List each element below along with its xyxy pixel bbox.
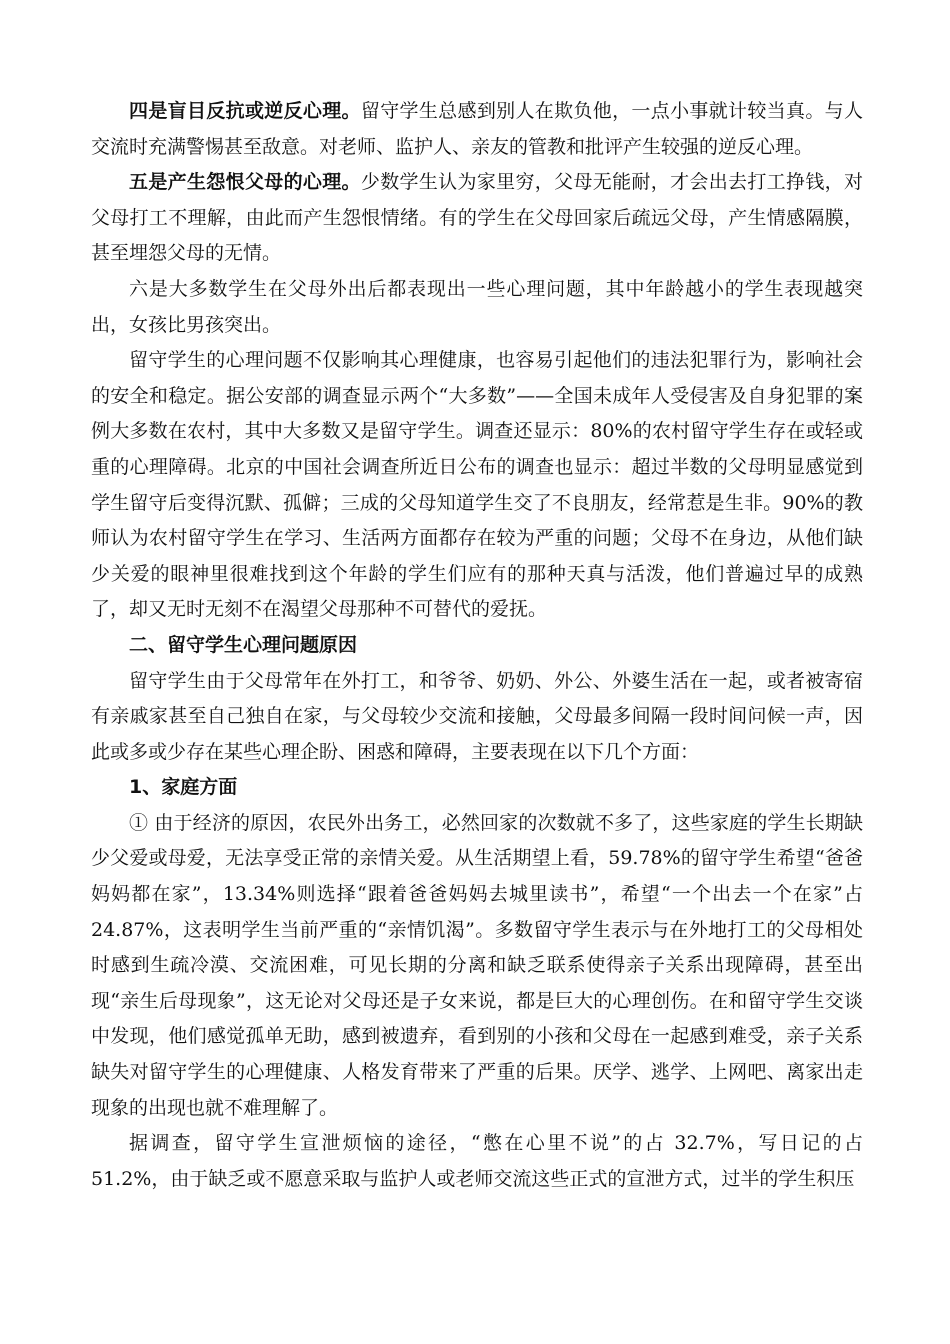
paragraph-family: ① 由于经济的原因，农民外出务工，必然回家的次数就不多了，这些家庭的学生长期缺少父爱或母爱，无法享受正常的亲情关爱。从生活期望上看，59.78%的留守学生希望“爸爸妈妈都在家”，13.34%则选择“跟着爸爸妈妈去城里读书”，希望“一个出去一个在家”占24.87%，这表明学生当前严重的“亲情饥渴”。多数留守学生表示与在外地打工的父母相处时感到生疏冷漠、交流困难，可见长期的分离和缺乏联系使得亲子关系出现障碍，甚至出现“亲生后母现象”，这无论对父母还是子女来说，都是巨大的心理创伤。在和留守学生交谈中发现，他们感觉孤单无助，感到被遗弃，看到别的小孩和父母在一起感到难受，亲子关系缺失对留守学生的心理健康、人格发育带来了严重的后果。厌学、逃学、上网吧、离家出走现象的出现也就不难理解了。 (91, 811, 863, 1119)
paragraph-impact: 留守学生的心理问题不仅影响其心理健康，也容易引起他们的违法犯罪行为，影响社会的安全和稳定。据公安部的调查显示两个“大多数”——全国未成年人受侵害及自身犯罪的案例大多数在农村，其中大多数又是留守学生。调查还显示：80%的农村留守学生存在或轻或重的心理障碍。北京的中国社会调查所近日公布的调查也显示：超过半数的父母明显感觉到学生留守后变得沉默、孤僻；三成的父母知道学生交了不良朋友，经常惹是生非。90%的教师认为农村留守学生在学习、生活两方面都存在较为严重的问题；父母不在身边，从他们缺少关爱的眼神里很难找到这个年龄的学生们应有的那种天真与活泼，他们普遍过早的成熟了，却又无时无刻不在渴望父母那种不可替代的爱抚。 (91, 349, 863, 621)
paragraph-rebellion (91, 94, 863, 165)
paragraph-resentment (91, 165, 863, 272)
section-heading-causes: 二、留守学生心理问题原因 (129, 633, 358, 656)
paragraph-text: 留守学生总感到别人在欺负他，一点小事就计较当真。与人交流时充满警惕甚至敌意。对老师、监护人、亲友的管教和批评产生较强的逆反心理。 (91, 100, 863, 158)
paragraph-lead: 四是盲目反抗或逆反心理。 (129, 100, 361, 122)
subsection-heading-family: 1、家庭方面 (129, 776, 238, 799)
paragraph-text: 少数学生认为家里穷，父母无能耐，才会出去打工挣钱，对父母打工不理解，由此而产生怨恨情绪。有的学生在父母回家后疏远父母，产生情感隔膜，甚至埋怨父母的无情。 (91, 171, 863, 265)
paragraph-causes: 留守学生由于父母常年在外打工，和爷爷、奶奶、外公、外婆生活在一起，或者被寄宿有亲戚家甚至自己独自在家，与父母较少交流和接触，父母最多间隔一段时间问候一声，因此或多或少存在某些心理企盼、困惑和障碍，主要表现在以下几个方面： (91, 669, 863, 763)
paragraph-majority: 六是大多数学生在父母外出后都表现出一些心理问题，其中年龄越小的学生表现越突出，女孩比男孩突出。 (91, 277, 863, 336)
paragraph-lead: 五是产生怨恨父母的心理。 (129, 171, 361, 194)
paragraph-survey: 据调查，留守学生宣泄烦恼的途径，“憋在心里不说”的占 32.7%，写日记的占51.2%，由于缺乏或不愿意采取与监护人或老师交流这些正式的宣泄方式，过半的学生积压 (91, 1132, 863, 1190)
document-page (91, 94, 863, 1197)
